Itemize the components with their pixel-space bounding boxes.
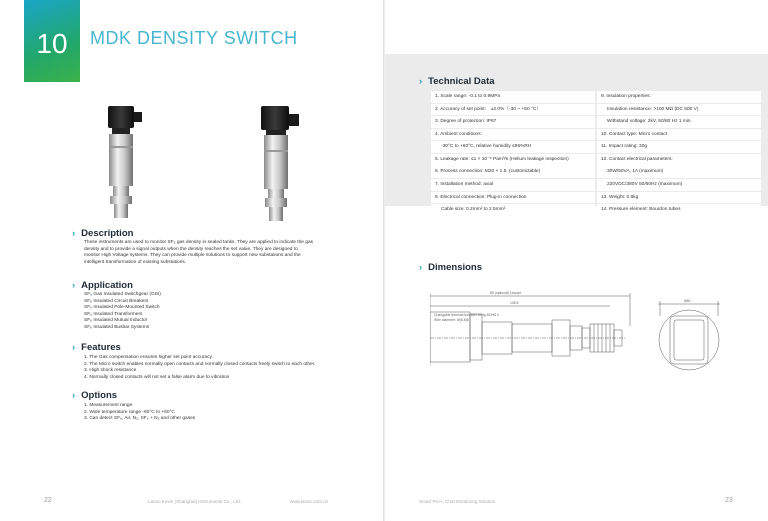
table-cell-left: -30°C to +60°C, relative humidity ≤95%RH: [431, 141, 595, 153]
list-item: 2. The Micro switch enables normally open contacts and normally closed contacts freely switch to each other.: [84, 361, 316, 367]
chevron-right-icon: ›: [72, 228, 76, 239]
dimension-label: 85 (optional) 1equipt: [490, 291, 521, 295]
footer-tagline: Smart Pro-t, Chat Monitoring Solution: [419, 499, 496, 504]
chevron-right-icon: ›: [72, 342, 76, 353]
dimension-label: Ø60: [684, 299, 691, 303]
list-item: 1. The Gas compensation ensures higher set point accuracy.: [84, 355, 213, 360]
product-image-2: [255, 104, 307, 222]
application-heading: › Application: [72, 280, 133, 291]
page-number-left: 22: [44, 497, 52, 504]
table-row: [431, 179, 761, 191]
page-number-right: 23: [725, 497, 733, 504]
table-row: [431, 141, 761, 153]
table-row: [431, 154, 761, 166]
right-page: [385, 0, 768, 521]
table-cell-left: 5. Leakage rate: ≤1 × 10⁻⁸ Pam³/s (Helium leakage inspection): [431, 154, 595, 166]
chapter-number-box: [24, 0, 80, 82]
options-list: [84, 403, 195, 423]
list-item: SF₆ Insulated Mutual Inductor: [84, 318, 148, 324]
table-row: [431, 91, 761, 103]
table-cell-left: 1. Scale range: -0.1 to 0.9MPa: [431, 91, 595, 103]
list-item: SF₆ Gas Insulated Switchgear (GIS): [84, 292, 161, 297]
table-cell-left: 7. Installation method: axial: [431, 179, 595, 191]
table-cell-left: 8. Electrical connection: Plug-in connection: [431, 192, 595, 204]
table-cell-left: Cable size: 0.2mm² to 2.5mm²: [431, 204, 595, 216]
technical-data-table: [431, 91, 761, 217]
table-row: [431, 129, 761, 141]
technical-data-heading: › Technical Data: [419, 76, 495, 87]
page-title: MDK DENSITY SWITCH: [90, 28, 298, 48]
options-heading: › Options: [72, 390, 118, 401]
table-cell-right: 220VDC/380V 50/60Hz (maximum): [597, 179, 761, 191]
table-cell-right: 14. Pressure element: Bourdon tubes: [597, 204, 761, 216]
chapter-number: 10: [36, 28, 68, 59]
list-item: 2. Wide temperature range -60°C to +60°C: [84, 409, 175, 415]
table-cell-right: 12. Contact electrical parameters:: [597, 154, 761, 166]
dimension-drawing: [430, 286, 722, 395]
table-row: [431, 192, 761, 204]
list-item: SF₆ Insulated Pole-Mounted Switch: [84, 305, 160, 311]
table-row: [431, 166, 761, 178]
table-cell-left: 4. Ambient conditions:: [431, 129, 595, 141]
footer-company: Lanso Kexin (Shanghai) Instruments Co., Ltd.: [148, 499, 241, 504]
table-cell-right: 9. Insulation properties:: [597, 91, 761, 103]
table-cell-left: 2. Accuracy of set point： ±2.0%（-30 ~ +50 °C）: [431, 104, 595, 116]
description-text: These instruments are used to monitor SF₆ gas density in sealed tanks. They are applied to indicate the gas density and to provide a signal outputs when the density reaches the set value. They are designed to monitor High Voltage systems. They can provide multiple solutions to support new substations and the intelligent transformation of existing substations.: [84, 240, 314, 265]
features-list: [84, 355, 315, 381]
list-item: SF₆ Insulated Busbar Systems: [84, 324, 150, 330]
chevron-right-icon: ›: [72, 390, 76, 401]
product-image-1: [98, 104, 150, 222]
features-heading: › Features: [72, 342, 121, 353]
table-cell-right: 30W/50VA, 1A (maximum): [597, 166, 761, 178]
list-item: 4. Normally closed contacts will not set a false alarm due to vibration: [84, 374, 230, 380]
table-row: [431, 204, 761, 216]
application-list: [84, 292, 161, 332]
chevron-right-icon: ›: [419, 262, 423, 273]
table-cell-right: 10. Contact type: Micro contact: [597, 129, 761, 141]
dimensions-heading: › Dimensions: [419, 262, 483, 273]
footer-website: www.lanso.com.cn: [290, 499, 329, 504]
table-cell-right: 13. Weight: 0.8kg: [597, 192, 761, 204]
list-item: 3. High shock resistance: [84, 368, 137, 374]
dimension-label: Changable terminal box with fixing BOHS II: [434, 313, 500, 317]
left-page: [0, 0, 383, 521]
list-item: SF₆ Insulated Circuit Breakers: [84, 298, 149, 304]
dimension-label: Wire diameter: Ø(5-8)6: [434, 318, 469, 322]
table-cell-right: Insulation resistance: >100 MΩ (DC 500 V): [597, 104, 761, 116]
chevron-right-icon: ›: [419, 76, 423, 87]
table-cell-right: Withstand voltage: 2kV, 50/60 Hz 1 min: [597, 116, 761, 128]
list-item: 3. Can detect SF₆, Air, N₂, SF₆ + N₂ and other gases: [84, 416, 196, 422]
chevron-right-icon: ›: [72, 280, 76, 291]
list-item: 1. Measurement range: [84, 403, 133, 408]
table-cell-left: 6. Process connection: M20 × 1.5, (customizable): [431, 166, 595, 178]
description-heading: › Description: [72, 228, 134, 239]
table-row: [431, 104, 761, 116]
table-cell-right: 11. Impact rating: 30g: [597, 141, 761, 153]
list-item: SF₆ Insulated Transformers: [84, 311, 143, 317]
table-cell-left: 3. Degree of protection: IP67: [431, 116, 595, 128]
dimension-label: 148.6: [510, 301, 519, 305]
table-row: [431, 116, 761, 128]
